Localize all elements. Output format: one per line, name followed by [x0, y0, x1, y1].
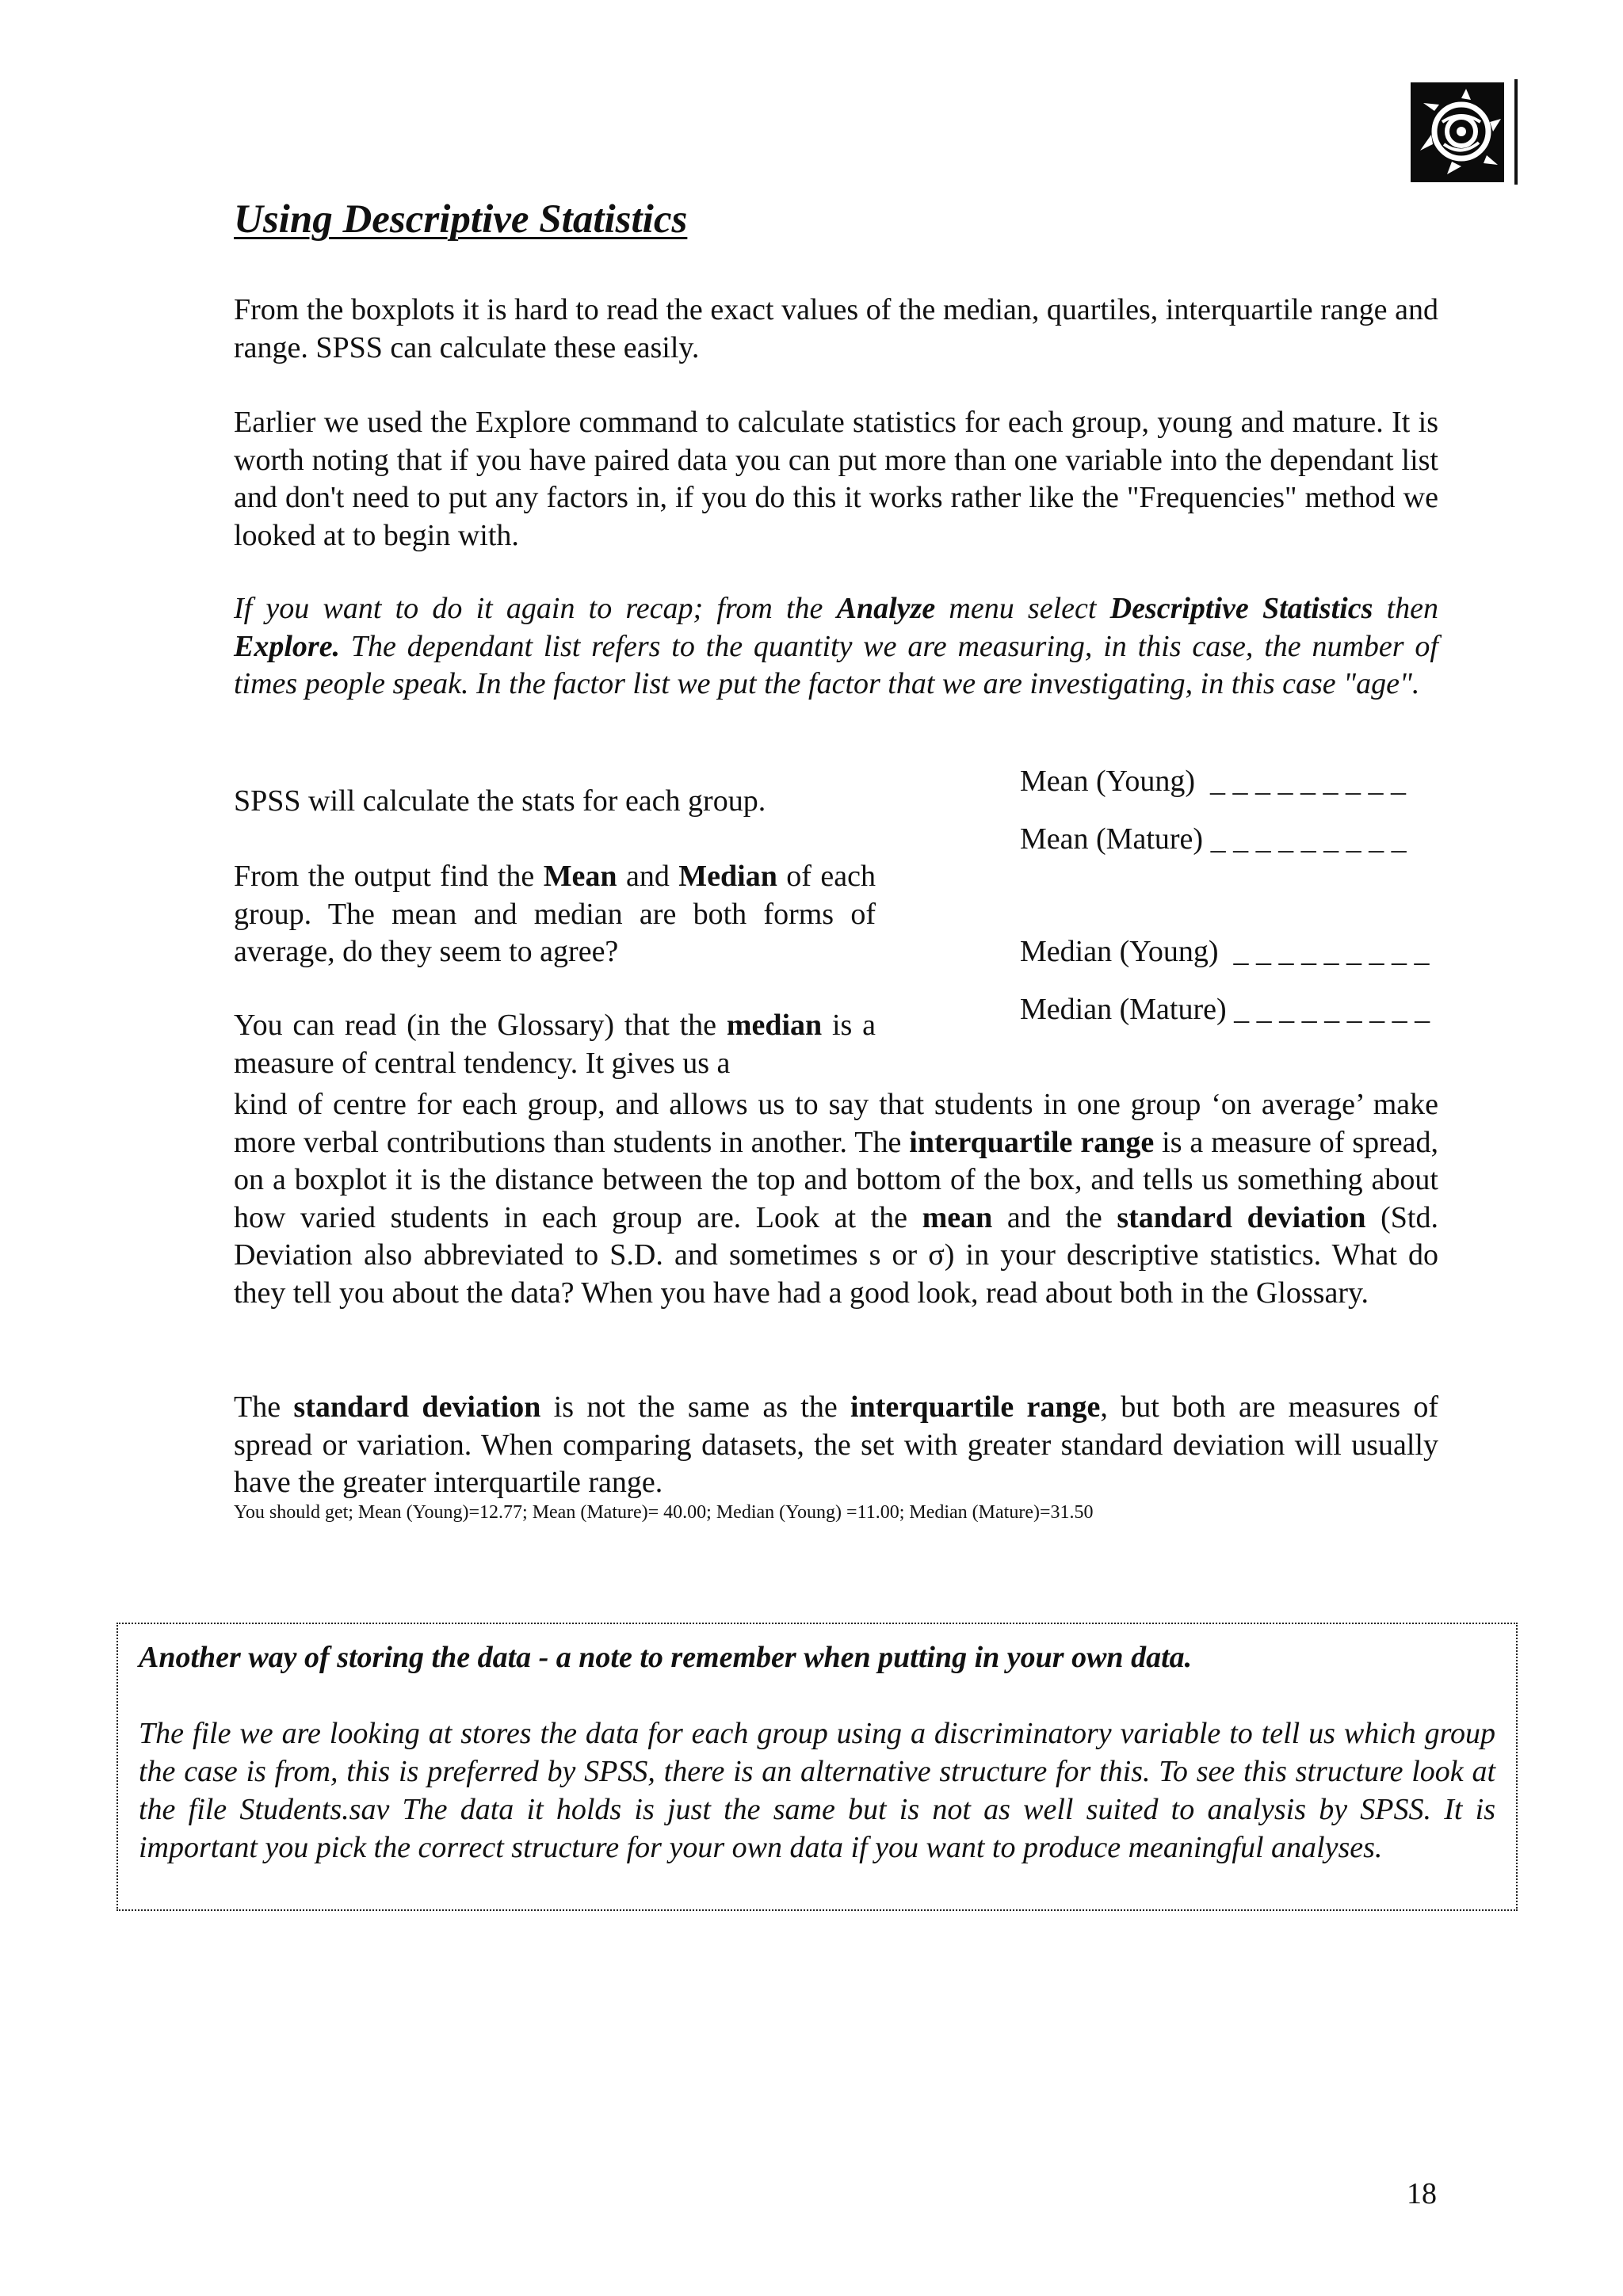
rose-logo-icon: [1411, 82, 1504, 182]
note-box-heading: Another way of storing the data - a note to remember when putting in your own data.: [139, 1641, 1193, 1674]
paragraph-find-mean-median: From the output find the Mean and Median of each group. The mean and median are both forms of average, do they seem to agree?: [234, 860, 876, 968]
data-storage-note-box: [116, 1623, 1518, 1911]
paragraph-interquartile: kind of centre for each group, and allows us to say that students in one group ‘on average’ make more verbal contributions than students in another. The interquartile range is a measure of spread, on a boxplot it is the distance between the top and bottom of the box, and tells us something about how varied students in each group are. Look at the mean and the standard deviation (Std. Deviation also abbreviated to S.D. and sometimes s or σ) in your descriptive statistics. What do they tell you about the data? When you have had a good look, read about both in the Glossary.: [234, 1088, 1439, 1310]
answer-median-mature: Median (Mature) _ _ _ _ _ _ _ _ _: [1020, 993, 1430, 1026]
answer-mean-young: Mean (Young) _ _ _ _ _ _ _ _ _: [1020, 765, 1406, 798]
answer-median-young: Median (Young) _ _ _ _ _ _ _ _ _: [1020, 935, 1430, 968]
answer-mean-mature: Mean (Mature) _ _ _ _ _ _ _ _ _: [1020, 822, 1407, 856]
header-logo: [1411, 79, 1522, 186]
paragraph-explore: Earlier we used the Explore command to calculate statistics for each group, young and mature. It is worth noting that if you have paired data you can put more than one variable into the dependant list and don't need to put any factors in, if you do this it works rather like the "Frequencies" method we looked at to begin with.: [234, 406, 1438, 552]
paragraph-intro: From the boxplots it is hard to read the exact values of the median, quartiles, interquartile range and range. SPSS can calculate these easily.: [234, 293, 1438, 364]
logo-divider: [1514, 79, 1518, 185]
page-number: 18: [1407, 2177, 1437, 2210]
note-box-body: The file we are looking at stores the data for each group using a discriminatory variable to tell us which group the case is from, this is preferred by SPSS, there is an alternative structure for this. To see this structure look at the file Students.sav The data it holds is just the same but is not as well suited to analysis by SPSS. It is important you pick the correct structure for your own data if you want to produce meaningful analyses.: [139, 1717, 1495, 1864]
page-title: Using Descriptive Statistics: [234, 197, 688, 242]
paragraph-spss-calculate: SPSS will calculate the stats for each group.: [234, 784, 766, 818]
paragraph-median-glossary: You can read (in the Glossary) that the median is a measure of central tendency. It gives us a: [234, 1009, 876, 1080]
paragraph-standard-deviation: The standard deviation is not the same as the interquartile range, but both are measures of spread or variation. When comparing datasets, the set with greater standard deviation will usually have the greater interquartile range.: [234, 1390, 1439, 1499]
answer-note: You should get; Mean (Young)=12.77; Mean (Mature)= 40.00; Median (Young) =11.00; Median (Mature)=31.50: [234, 1502, 1094, 1523]
paragraph-recap: If you want to do it again to recap; from the Analyze menu select Descriptive Statistics then Explore. The dependant list refers to the quantity we are measuring, in this case, the number of times people speak. In the factor list we put the factor that we are investigating, in this case "age".: [234, 592, 1438, 700]
